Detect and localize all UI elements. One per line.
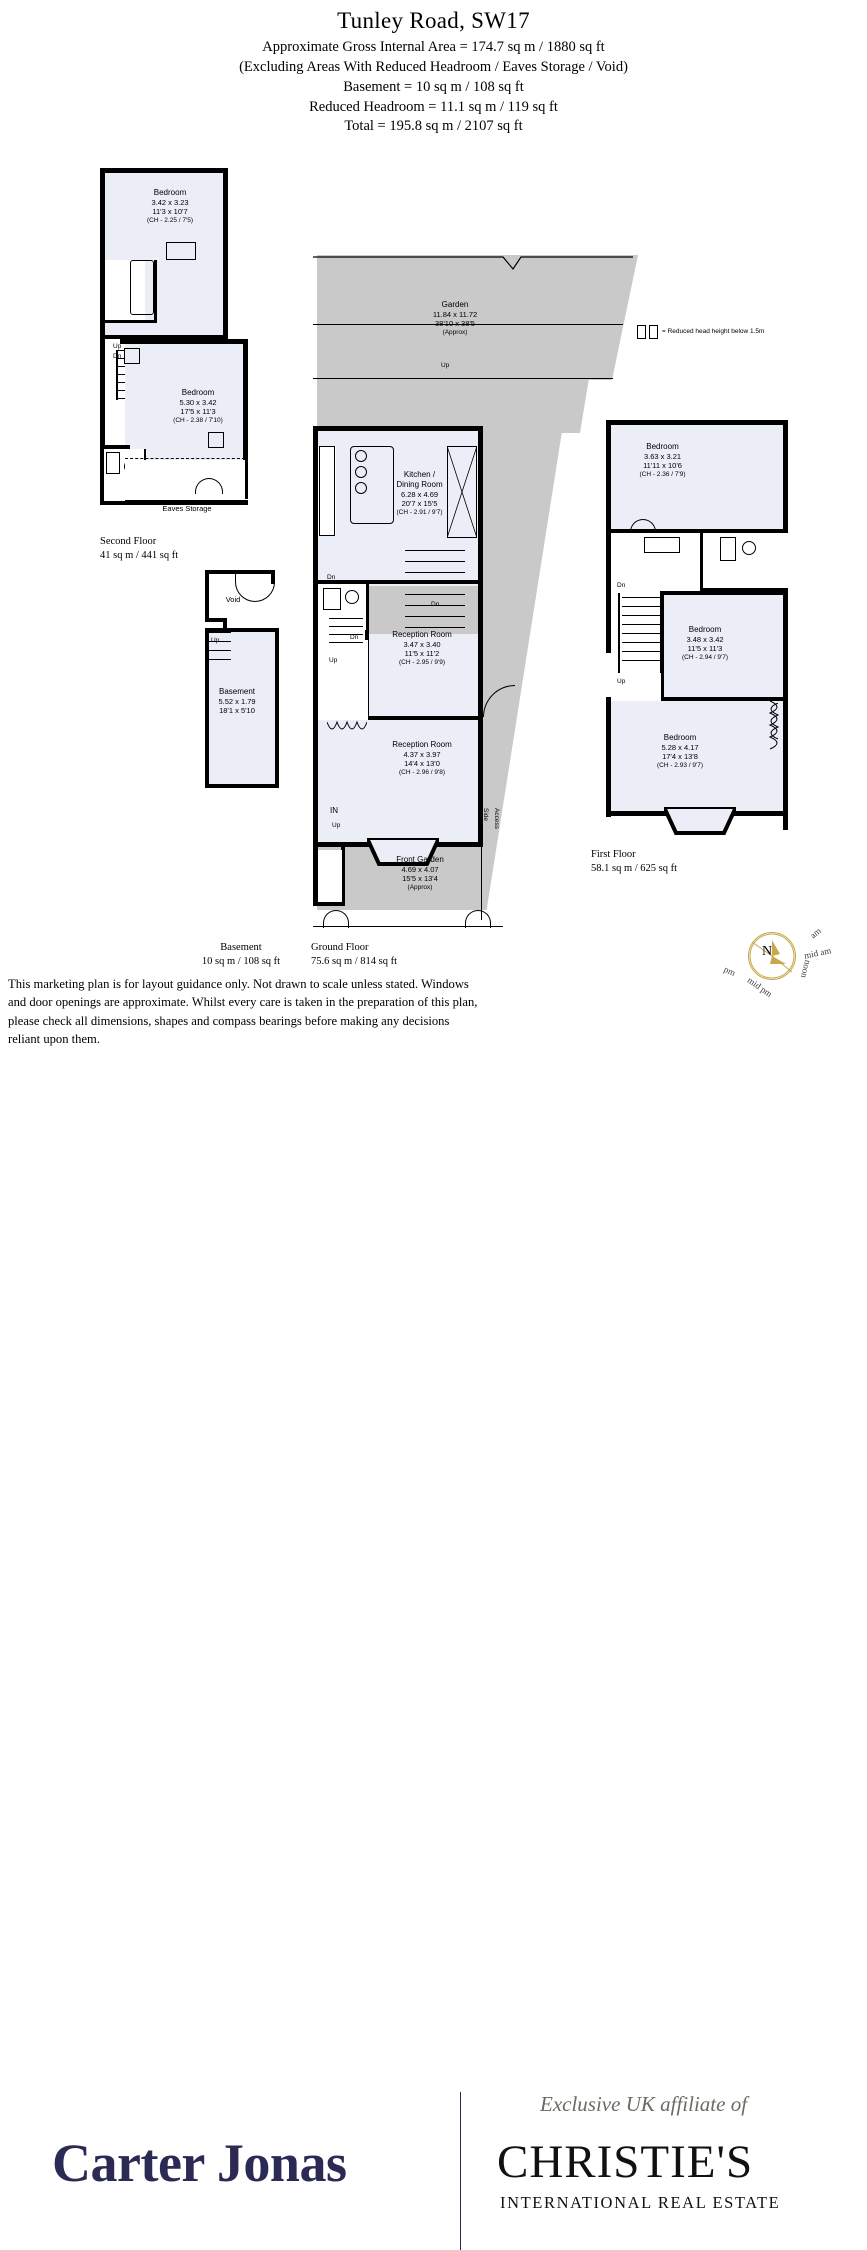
ground-dn-marker-2: Dn	[350, 634, 359, 641]
floor-area: 41 sq m / 441 sq ft	[100, 550, 179, 562]
room-imperial: 11'11 x 10'6	[643, 461, 682, 471]
room-ceiling-height: (CH - 2.36 / 7'9)	[639, 470, 686, 478]
room-imperial: 15'5 x 13'4	[402, 874, 438, 884]
compass-north-label: N	[762, 944, 773, 959]
room-garden	[400, 300, 510, 337]
room-ceiling-height: (CH - 2.94 / 9'7)	[681, 653, 729, 661]
room-reception-rear	[372, 630, 472, 667]
floor-area: 75.6 sq m / 814 sq ft	[311, 956, 398, 968]
room-metric: 3.48 x 3.42	[686, 635, 724, 644]
floor-name: Ground Floor	[311, 942, 369, 953]
christies-sublabel: INTERNATIONAL REAL ESTATE	[500, 2193, 781, 2212]
room-ceiling-height: (CH - 2.96 / 9'8)	[398, 768, 446, 776]
eaves-storage-label: Eaves Storage	[162, 504, 212, 513]
floor-name: First Floor	[591, 849, 636, 860]
room-metric: 11.84 x 11.72	[432, 310, 478, 319]
brand-divider	[460, 2092, 461, 2250]
room-first-bedroom-mid	[655, 625, 755, 662]
second-floor-label	[100, 535, 178, 563]
page-title: Tunley Road, SW17	[337, 8, 530, 33]
disclaimer-text: This marketing plan is for layout guidance only. Not drawn to scale unless stated. Windows and door openings are approximate. Whilst every care is taken in the preparation of this plan, please check all dimensions, shapes and compass bearings before making any decisions reliant upon them.	[8, 977, 478, 1046]
header-line-3: Basement = 10 sq m / 108 sq ft	[343, 78, 524, 95]
ground-up-marker: Up	[329, 657, 338, 664]
room-name: Bedroom	[663, 733, 697, 742]
room-name: Bedroom	[688, 625, 722, 634]
room-name: Reception Room	[392, 630, 452, 639]
bay-window-first-floor	[664, 807, 736, 837]
ground-dn-marker-3: Dn	[431, 601, 440, 608]
room-ceiling-height: (CH - 2.95 / 9'9)	[398, 658, 446, 666]
floor-area: 10 sq m / 108 sq ft	[201, 956, 281, 968]
room-ceiling-height: (CH - 2.38 / 7'10)	[173, 416, 223, 424]
branding-bar	[0, 1050, 867, 2212]
side-access-label-1: Side	[482, 808, 489, 822]
legend-label: = Reduced head height below 1.5m	[662, 328, 765, 335]
first-floor-label	[591, 848, 677, 876]
room-kitchen-dining	[372, 470, 467, 517]
plan-header	[0, 0, 867, 137]
room-second-bedroom-rear	[120, 188, 220, 225]
room-metric: 3.42 x 3.23	[151, 198, 189, 207]
room-second-bedroom-front	[148, 388, 248, 425]
room-metric: 3.47 x 3.40	[403, 640, 441, 649]
room-metric: 4.69 x 4.07	[401, 865, 439, 874]
room-metric: 6.28 x 4.69	[400, 490, 439, 499]
room-imperial: 17'4 x 13'8	[662, 752, 698, 762]
affiliate-line: Exclusive UK affiliate of	[540, 2092, 748, 2116]
room-imperial: 11'3 x 10'7	[152, 207, 188, 217]
room-basement	[202, 687, 272, 716]
header-line-1: Approximate Gross Internal Area = 174.7 sq m / 1880 sq ft	[262, 39, 605, 55]
room-front-garden	[370, 855, 470, 892]
legend-swatch-left	[637, 325, 646, 339]
room-imperial: 17'5 x 11'3	[180, 407, 216, 417]
garden-boundary-zigzag	[313, 255, 638, 273]
compass-mid-pm-label: mid pm	[745, 974, 775, 1000]
room-ceiling-height: (CH - 2.93 / 9'7)	[656, 761, 704, 769]
room-name: Bedroom	[646, 442, 679, 451]
room-name: Garden	[441, 300, 469, 309]
ground-floor-plan	[305, 250, 635, 940]
room-name: Kitchen /	[403, 470, 436, 479]
room-name: Front Garden	[396, 855, 444, 864]
room-imperial: 14'4 x 13'0	[404, 759, 440, 769]
first-floor-dn-marker: Dn	[617, 582, 626, 589]
room-name: Basement	[218, 687, 256, 696]
header-line-2: (Excluding Areas With Reduced Headroom / Eaves Storage / Void)	[239, 58, 628, 75]
room-imperial: 11'5 x 11'3	[687, 644, 723, 654]
legend-swatch-right	[649, 325, 658, 339]
header-line-5: Total = 195.8 sq m / 2107 sq ft	[344, 118, 523, 135]
room-name-2: Dining Room	[396, 480, 443, 489]
room-ceiling-height: (CH - 2.91 / 9'7)	[396, 508, 443, 516]
basement-floor-label	[196, 941, 286, 969]
floor-area: 58.1 sq m / 625 sq ft	[591, 863, 678, 875]
compass-needle	[722, 920, 842, 1000]
room-imperial: 38'10 x 38'5	[435, 319, 475, 329]
void-label: Void	[225, 595, 241, 604]
header-line-4: Reduced Headroom = 11.1 sq m / 119 sq ft	[309, 98, 558, 115]
room-metric: 3.63 x 3.21	[643, 452, 682, 461]
side-access-label-2: Access	[493, 808, 500, 829]
first-floor-up-marker: Up	[617, 678, 626, 685]
room-name: Reception Room	[392, 740, 452, 749]
compass-rose	[722, 920, 842, 1000]
room-imperial: 11'5 x 11'2	[404, 649, 440, 659]
garden-up-marker: Up	[441, 362, 450, 369]
basement-up-marker: Up	[211, 637, 220, 644]
agent-logo: Carter Jonas	[52, 2133, 347, 2193]
second-floor-up-marker: Up	[113, 343, 122, 350]
floor-name: Second Floor	[100, 536, 157, 547]
room-reception-front	[372, 740, 472, 777]
room-first-bedroom-rear	[610, 442, 715, 479]
ground-floor-label	[311, 941, 397, 969]
room-metric: 5.52 x 1.79	[218, 697, 256, 706]
compass-mid-am-label: mid am	[803, 945, 832, 961]
room-imperial: 18'1 x 5'10	[219, 706, 255, 716]
room-metric: 5.30 x 3.42	[179, 398, 217, 407]
ground-dn-marker-1: Dn	[327, 574, 336, 581]
compass-am-label: am	[808, 925, 823, 941]
room-imperial: 20'7 x 15'5	[401, 499, 438, 509]
floor-name: Basement	[220, 942, 262, 953]
room-first-bedroom-front	[630, 733, 730, 770]
room-metric: 5.28 x 4.17	[661, 743, 699, 752]
room-ceiling-height: (CH - 2.25 / 7'5)	[146, 216, 194, 224]
entrance-in-marker: IN	[330, 806, 338, 815]
entrance-up-marker: Up	[332, 822, 341, 829]
room-name: Bedroom	[153, 188, 187, 197]
room-metric: 4.37 x 3.97	[403, 750, 441, 759]
compass-noon-label: noon	[798, 959, 814, 979]
room-note: (Approx)	[442, 328, 468, 336]
legend	[637, 325, 857, 343]
christies-logo: CHRISTIE'S	[497, 2136, 754, 2188]
second-floor-dn-marker: Dn	[113, 353, 122, 360]
room-note: (Approx)	[407, 883, 433, 891]
compass-pm-label: pm	[722, 964, 738, 978]
room-name: Bedroom	[181, 388, 215, 397]
